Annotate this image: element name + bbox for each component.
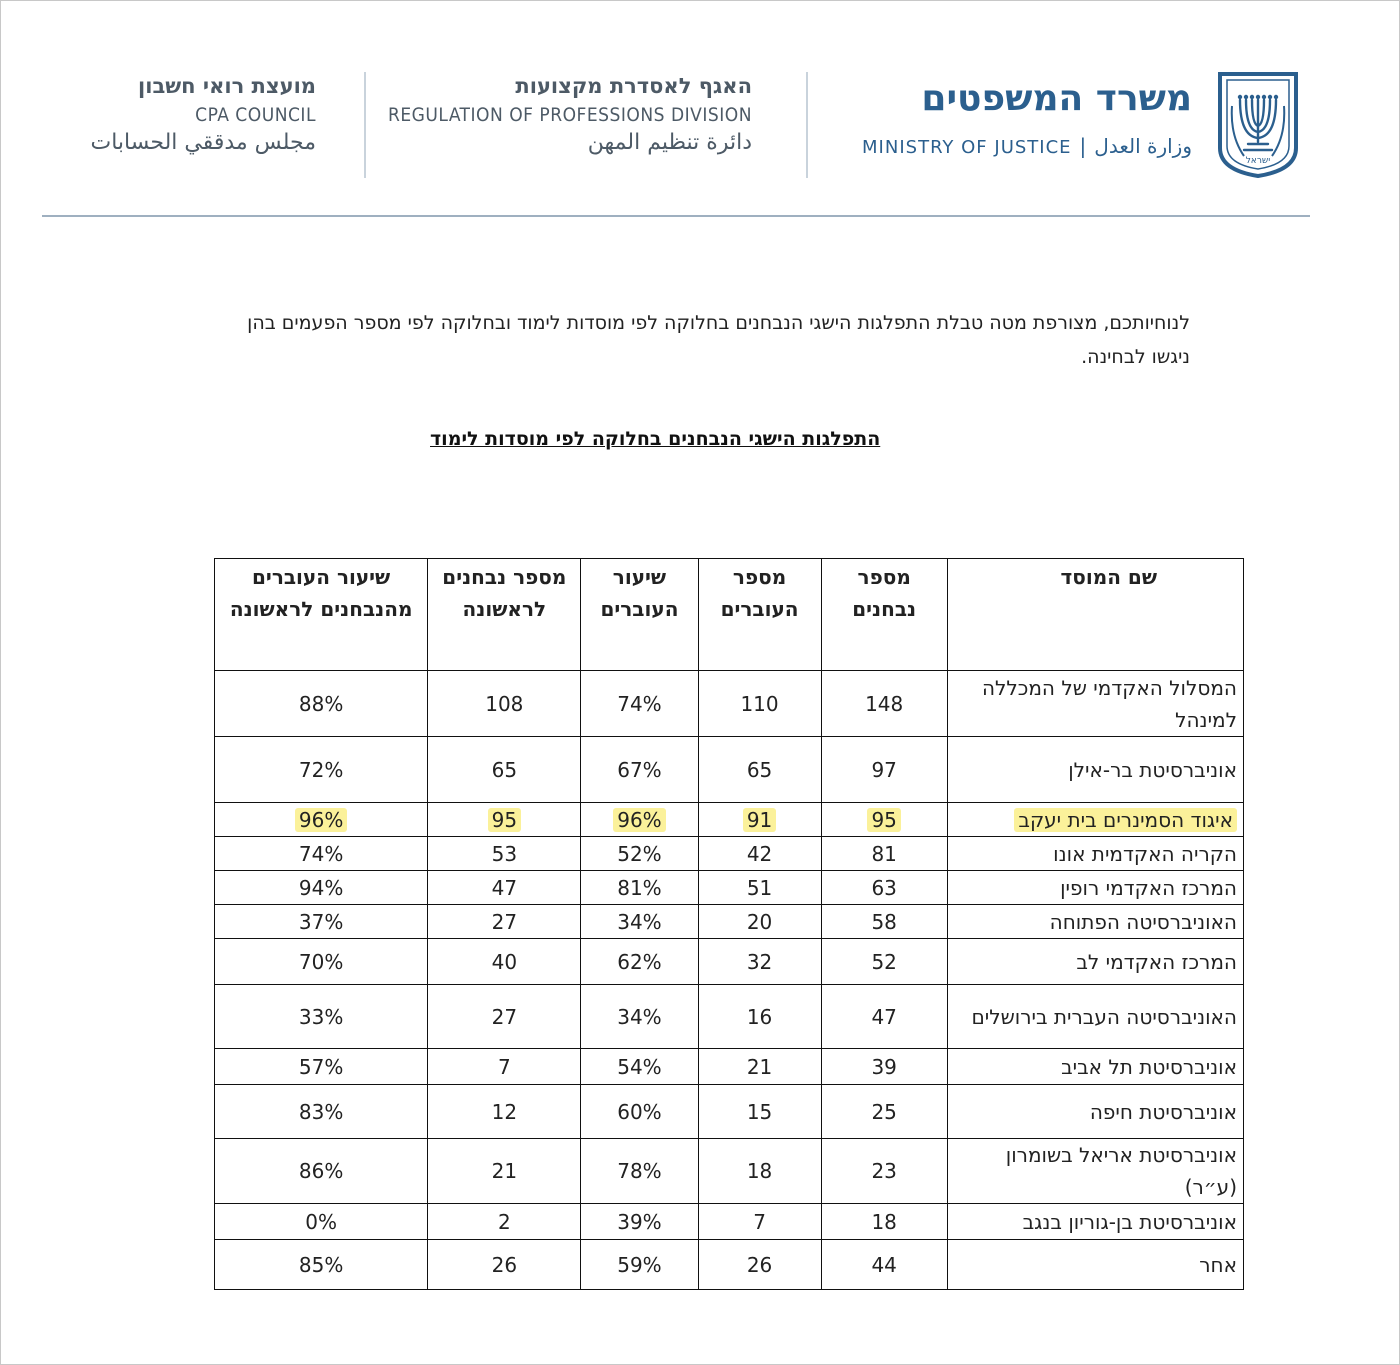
institution-cell xyxy=(947,871,1243,905)
institution-name: האוניברסיטה הפתוחה xyxy=(1049,909,1237,934)
cell-value: 78% xyxy=(617,1159,662,1183)
institution-cell xyxy=(947,1085,1243,1139)
value-cell xyxy=(821,837,947,871)
institution-cell xyxy=(947,737,1243,803)
value-cell xyxy=(215,905,428,939)
value-cell xyxy=(581,1049,698,1085)
cell-value: 37% xyxy=(298,909,344,934)
header-examinees: מספר נבחנים xyxy=(821,559,947,671)
cell-value: 51 xyxy=(746,875,773,900)
table-row xyxy=(215,1049,1244,1085)
cell-value: 23 xyxy=(871,1159,897,1183)
value-cell xyxy=(215,1139,428,1204)
value-cell xyxy=(821,1204,947,1240)
cell-value: 70% xyxy=(298,949,344,974)
cell-value: 7 xyxy=(753,1209,766,1234)
cell-value: 108 xyxy=(485,691,524,716)
ministry-name-en: MINISTRY OF JUSTICE xyxy=(862,137,1072,158)
cell-value: 26 xyxy=(746,1252,773,1277)
table-row xyxy=(215,803,1244,837)
value-cell xyxy=(428,1139,581,1204)
value-cell xyxy=(428,737,581,803)
value-cell xyxy=(581,985,698,1049)
cell-value: 25 xyxy=(871,1099,897,1124)
value-cell xyxy=(821,1139,947,1204)
cell-value: 40 xyxy=(491,949,518,974)
cell-value: 88% xyxy=(298,691,344,716)
cell-value: 81% xyxy=(617,875,662,900)
institution-name: אחר xyxy=(1199,1252,1237,1277)
value-cell xyxy=(581,737,698,803)
cell-value: 74% xyxy=(298,841,344,866)
institution-cell xyxy=(947,803,1243,837)
institution-name: אוניברסיטת אריאל בשומרון (ע״ר) xyxy=(1005,1143,1237,1199)
cell-value: 47 xyxy=(871,1004,897,1029)
value-cell xyxy=(215,1240,428,1290)
table-row xyxy=(215,939,1244,985)
table-header-row xyxy=(215,559,1244,671)
header-passed: מספר העוברים xyxy=(698,559,821,671)
header-pass-rate: שיעור העוברים xyxy=(581,559,698,671)
header-rule xyxy=(42,215,1310,217)
cell-value: 21 xyxy=(491,1159,518,1183)
value-cell xyxy=(698,1085,821,1139)
cell-value: 15 xyxy=(746,1099,773,1124)
value-cell xyxy=(215,737,428,803)
value-cell xyxy=(581,871,698,905)
ministry-subtitle xyxy=(862,134,1192,158)
cell-value: 95 xyxy=(867,808,900,832)
council-block xyxy=(91,74,317,155)
cell-value: 60% xyxy=(617,1099,662,1124)
cell-value: 58 xyxy=(871,909,897,934)
value-cell xyxy=(698,671,821,737)
institution-cell xyxy=(947,1204,1243,1240)
cell-value: 96% xyxy=(295,808,347,832)
value-cell xyxy=(698,1049,821,1085)
value-cell xyxy=(581,1240,698,1290)
cell-value: 148 xyxy=(865,691,904,716)
value-cell xyxy=(215,871,428,905)
header-divider-right xyxy=(806,72,808,178)
cell-value: 52% xyxy=(617,841,662,866)
council-name-ar: مجلس مدققي الحسابات xyxy=(90,130,316,155)
value-cell xyxy=(428,939,581,985)
value-cell xyxy=(428,985,581,1049)
cell-value: 33% xyxy=(298,1004,344,1029)
cell-value: 110 xyxy=(740,691,779,716)
value-cell xyxy=(821,905,947,939)
state-emblem-icon xyxy=(1214,70,1302,178)
value-cell xyxy=(581,1085,698,1139)
ministry-name-ar: وزارة العدل xyxy=(1094,134,1192,158)
institution-cell xyxy=(947,905,1243,939)
institution-cell xyxy=(947,1240,1243,1290)
cell-value: 18 xyxy=(871,1209,897,1234)
cell-value: 72% xyxy=(298,757,344,782)
institution-name: האוניברסיטה העברית בירושלים xyxy=(971,1004,1237,1029)
institution-cell xyxy=(947,985,1243,1049)
value-cell xyxy=(215,1049,428,1085)
value-cell xyxy=(215,803,428,837)
cell-value: 42 xyxy=(746,841,773,866)
table-row xyxy=(215,985,1244,1049)
cell-value: 65 xyxy=(491,757,518,782)
cell-value: 94% xyxy=(298,875,344,900)
value-cell xyxy=(821,871,947,905)
value-cell xyxy=(821,1049,947,1085)
institution-cell xyxy=(947,837,1243,871)
value-cell xyxy=(698,1139,821,1204)
table-row xyxy=(215,1204,1244,1240)
cell-value: 2 xyxy=(497,1209,511,1234)
cell-value: 34% xyxy=(617,1004,662,1029)
table-row xyxy=(215,1085,1244,1139)
institution-cell xyxy=(947,1049,1243,1085)
value-cell xyxy=(698,985,821,1049)
ministry-separator: | xyxy=(1079,134,1087,158)
value-cell xyxy=(698,1240,821,1290)
value-cell xyxy=(698,939,821,985)
value-cell xyxy=(821,985,947,1049)
cell-value: 83% xyxy=(298,1099,344,1124)
value-cell xyxy=(428,905,581,939)
cell-value: 67% xyxy=(617,757,662,782)
cell-value: 39 xyxy=(871,1054,897,1079)
cell-value: 32 xyxy=(746,949,773,974)
header-institution: שם המוסד xyxy=(947,559,1243,671)
value-cell xyxy=(821,1240,947,1290)
header-first-time-pass-rate: שיעור העוברים מהנבחנים לראשונה xyxy=(215,559,428,671)
value-cell xyxy=(698,871,821,905)
cell-value: 91 xyxy=(743,808,776,832)
cell-value: 34% xyxy=(617,909,662,934)
value-cell xyxy=(698,837,821,871)
cell-value: 62% xyxy=(617,949,662,974)
cell-value: 0% xyxy=(305,1209,337,1234)
table-title: התפלגות הישגי הנבחנים בחלוקה לפי מוסדות לימוד xyxy=(430,428,881,450)
division-name-ar: دائرة تنظيم المهن xyxy=(587,130,752,155)
intro-paragraph: לנוחיותכם, מצורפת מטה טבלת התפלגות הישגי הנבחנים בחלוקה לפי מוסדות לימוד ובחלוקה לפי מספר הפעמים בהן ניגשו לבחינה. xyxy=(247,312,1190,368)
cell-value: 57% xyxy=(298,1054,344,1079)
table-row xyxy=(215,905,1244,939)
cell-value: 47 xyxy=(491,875,518,900)
cell-value: 81 xyxy=(871,841,897,866)
value-cell xyxy=(581,1139,698,1204)
cell-value: 95 xyxy=(488,808,521,832)
cell-value: 65 xyxy=(746,757,773,782)
council-name-he: מועצת רואי חשבון xyxy=(138,74,316,98)
division-block xyxy=(388,74,752,155)
institution-name: המסלול האקדמי של המכללה למינהל xyxy=(981,675,1237,732)
cell-value: 16 xyxy=(746,1004,773,1029)
cell-value: 59% xyxy=(617,1252,662,1277)
cell-value: 20 xyxy=(746,909,773,934)
value-cell xyxy=(821,737,947,803)
header-divider-left xyxy=(364,72,366,178)
header-first-time: מספר נבחנים לראשונה xyxy=(428,559,581,671)
value-cell xyxy=(215,985,428,1049)
cell-value: 39% xyxy=(617,1209,662,1234)
value-cell xyxy=(581,1204,698,1240)
cell-value: 27 xyxy=(491,1004,518,1029)
institution-cell xyxy=(947,939,1243,985)
value-cell xyxy=(215,939,428,985)
cell-value: 86% xyxy=(298,1159,344,1183)
value-cell xyxy=(581,905,698,939)
table-row xyxy=(215,737,1244,803)
cell-value: 44 xyxy=(871,1252,897,1277)
value-cell xyxy=(215,1204,428,1240)
value-cell xyxy=(698,905,821,939)
cell-value: 74% xyxy=(617,691,662,716)
cell-value: 12 xyxy=(491,1099,518,1124)
institution-name: אוניברסיטת בן-גוריון בנגב xyxy=(1022,1209,1237,1234)
value-cell xyxy=(428,1204,581,1240)
institution-cell xyxy=(947,671,1243,737)
table-row xyxy=(215,1139,1244,1204)
results-table xyxy=(214,558,1244,1290)
cell-value: 21 xyxy=(746,1054,773,1079)
table-row xyxy=(215,871,1244,905)
cell-value: 85% xyxy=(298,1252,344,1277)
cell-value: 26 xyxy=(491,1252,518,1277)
value-cell xyxy=(428,1049,581,1085)
value-cell xyxy=(215,1085,428,1139)
value-cell xyxy=(428,837,581,871)
cell-value: 53 xyxy=(491,841,518,866)
value-cell xyxy=(428,871,581,905)
institution-name: אוניברסיטת בר-אילן xyxy=(1068,757,1237,782)
table-row xyxy=(215,1240,1244,1290)
cell-value: 18 xyxy=(746,1159,773,1183)
table-row xyxy=(215,671,1244,737)
institution-name: אוניברסיטת תל אביב xyxy=(1061,1054,1237,1079)
table-row xyxy=(215,837,1244,871)
division-name-en: REGULATION OF PROFESSIONS DIVISION xyxy=(387,104,752,126)
value-cell xyxy=(215,837,428,871)
value-cell xyxy=(581,939,698,985)
value-cell xyxy=(821,939,947,985)
value-cell xyxy=(698,803,821,837)
cell-value: 7 xyxy=(497,1054,511,1079)
emblem-text: ישראל xyxy=(1245,156,1271,166)
value-cell xyxy=(821,1085,947,1139)
ministry-title: משרד המשפטים xyxy=(921,78,1192,119)
cell-value: 52 xyxy=(871,949,897,974)
institution-name: המרכז האקדמי לב xyxy=(1076,949,1237,974)
value-cell xyxy=(428,671,581,737)
value-cell xyxy=(215,671,428,737)
value-cell xyxy=(428,803,581,837)
value-cell xyxy=(698,737,821,803)
value-cell xyxy=(581,803,698,837)
value-cell xyxy=(581,837,698,871)
cell-value: 54% xyxy=(617,1054,662,1079)
institution-name: המרכז האקדמי רופין xyxy=(1060,875,1237,900)
value-cell xyxy=(821,803,947,837)
cell-value: 96% xyxy=(613,808,665,832)
cell-value: 97 xyxy=(871,757,897,782)
institution-name: איגוד הסמינרים בית יעקב xyxy=(1014,808,1237,832)
institution-cell xyxy=(947,1139,1243,1204)
division-name-he: האגף לאסדרת מקצועות xyxy=(515,74,752,98)
institution-name: אוניברסיטת חיפה xyxy=(1089,1099,1237,1124)
council-name-en: CPA COUNCIL xyxy=(195,104,316,126)
cell-value: 63 xyxy=(871,875,897,900)
value-cell xyxy=(581,671,698,737)
value-cell xyxy=(428,1085,581,1139)
cell-value: 27 xyxy=(491,909,518,934)
value-cell xyxy=(821,671,947,737)
value-cell xyxy=(698,1204,821,1240)
value-cell xyxy=(428,1240,581,1290)
institution-name: הקריה האקדמית אונו xyxy=(1053,841,1237,866)
